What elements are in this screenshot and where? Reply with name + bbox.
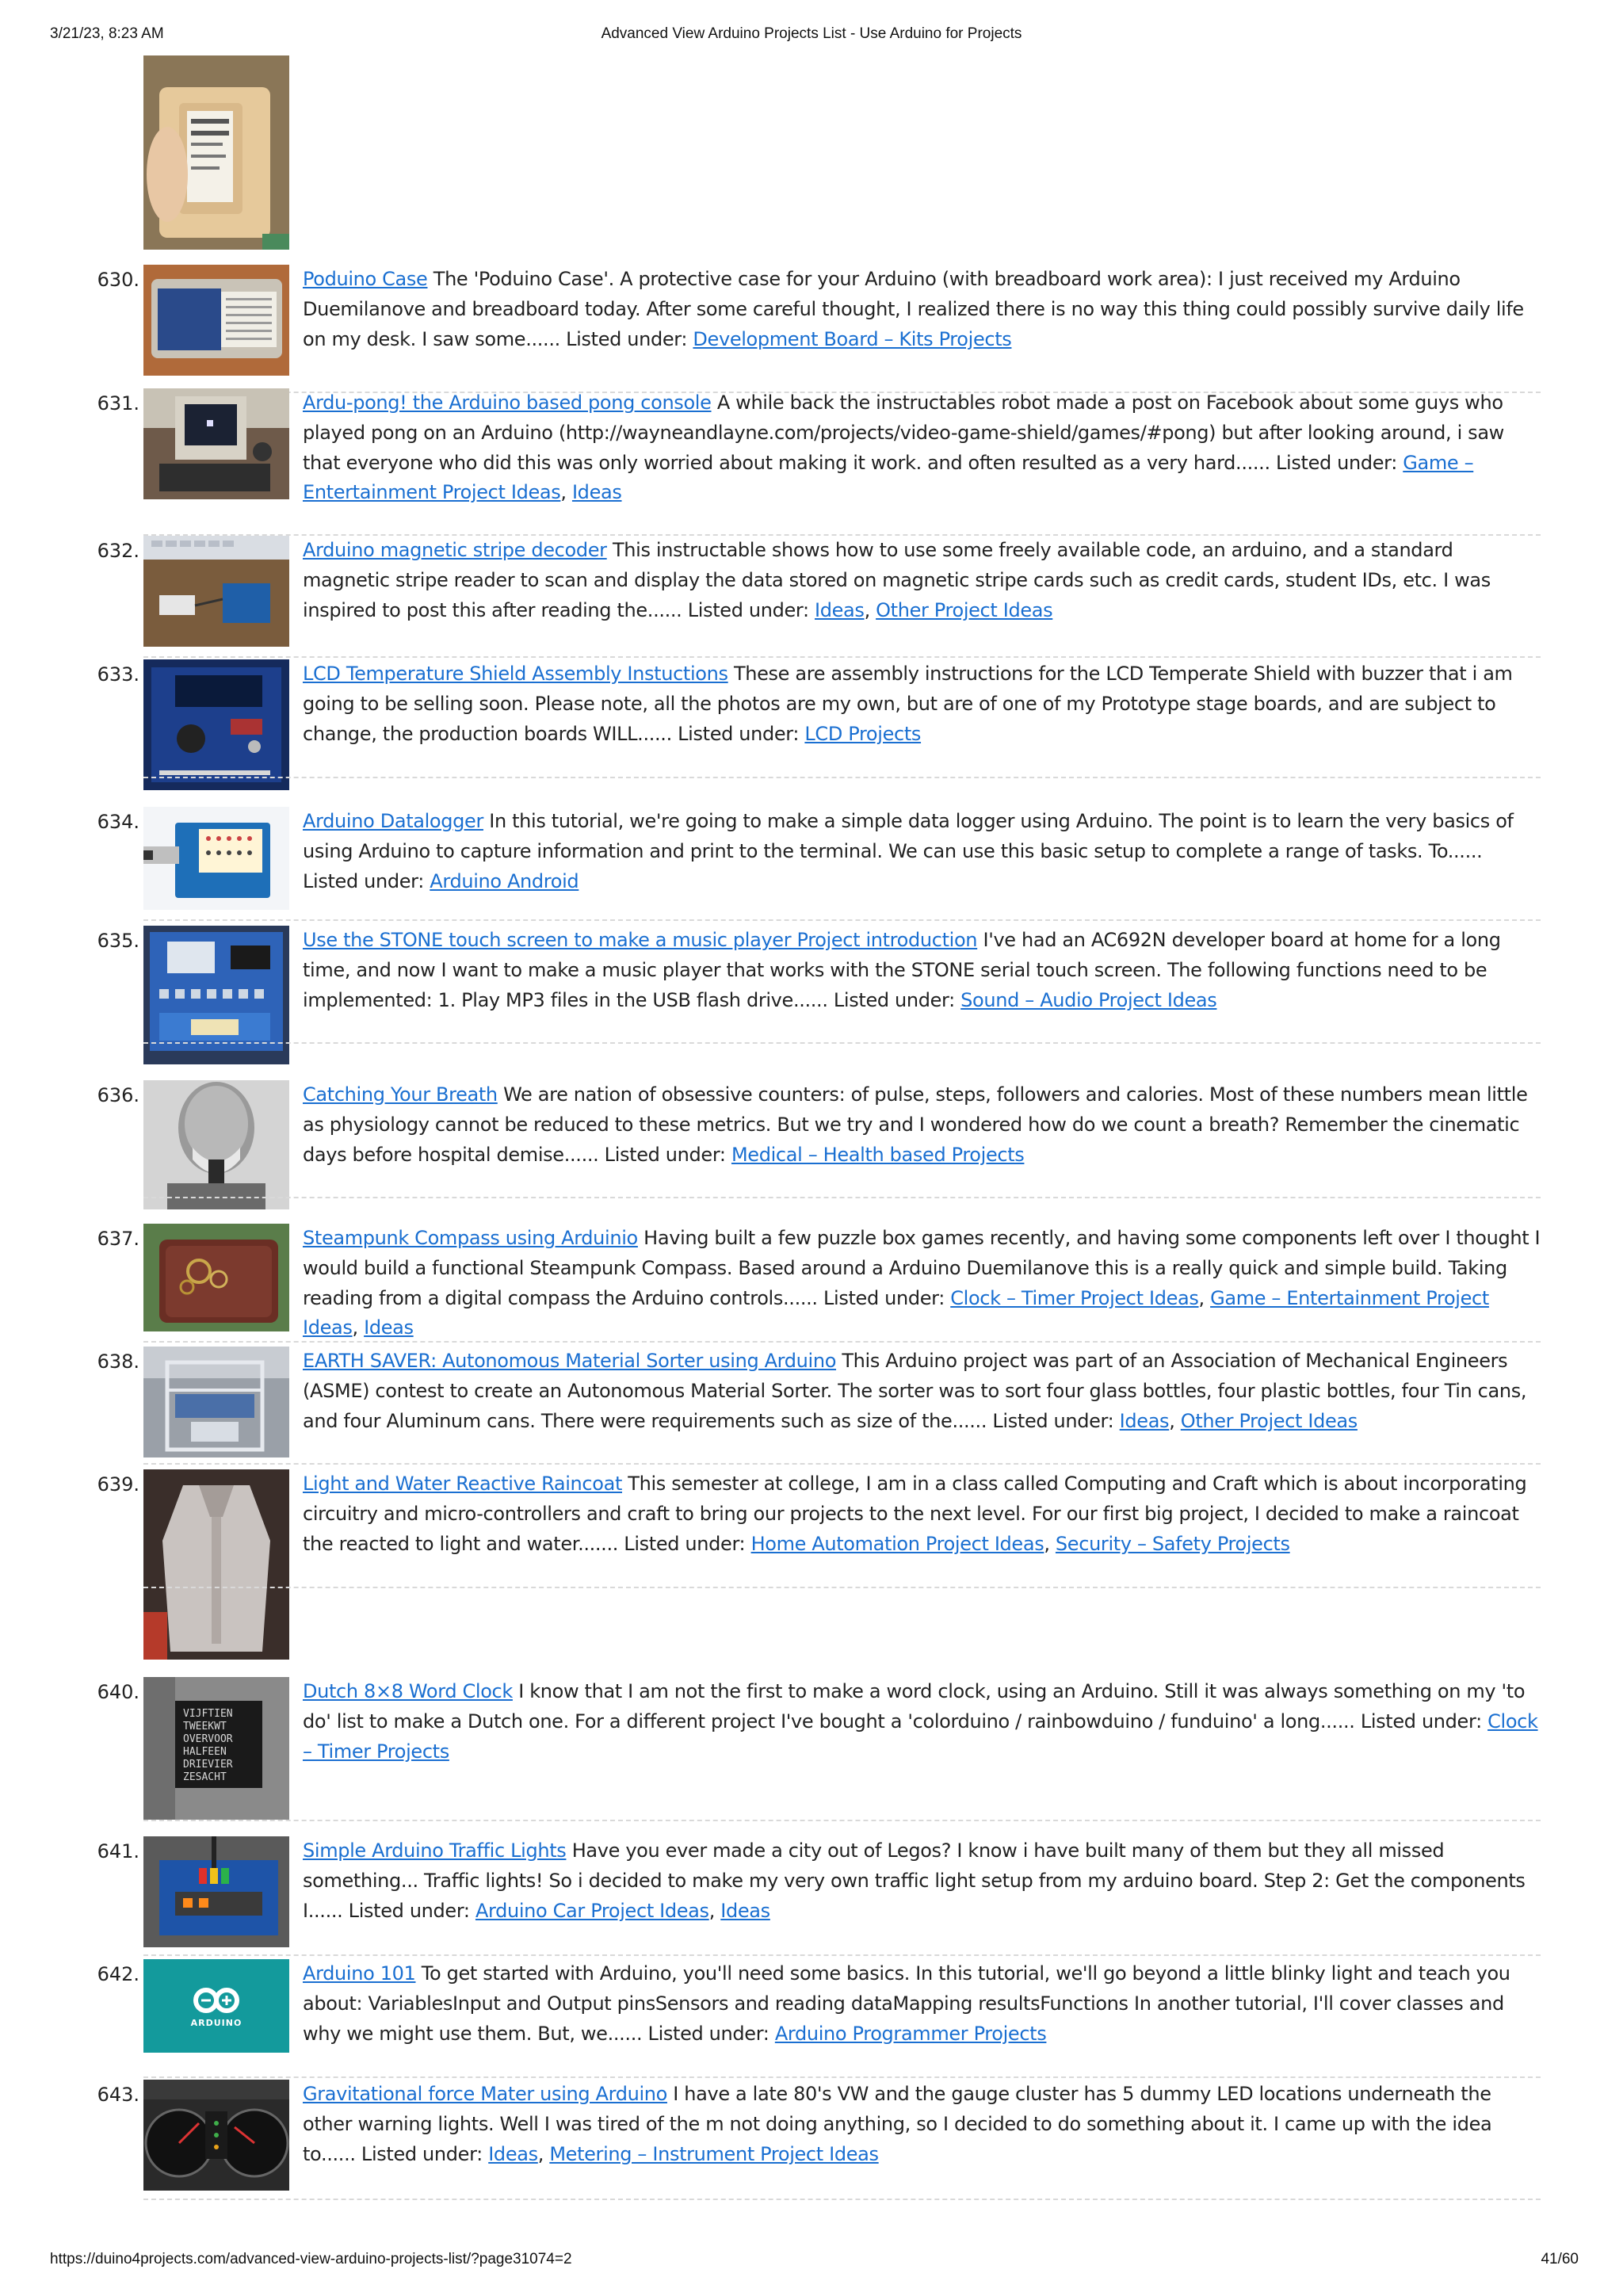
project-title-link[interactable]: Use the STONE touch screen to make a music player Project introduction <box>303 929 978 951</box>
project-description: I know that I am not the first to make a word clock, using an Arduino. Still it was always something on my 'to do' list to make a Dutch one. For a different project I've bought a 'colorduino / rainbowduino / funduino' a long...... Listed under: <box>303 1680 1526 1733</box>
project-description: Having built a few puzzle box games recently, and having some components left over I thought I would build a functional Steampunk Compass. Based around a Arduino Duemilanove this is a really quick and simple build. Taking reading from a digital compass the Arduino controls...... Listed under: <box>303 1227 1541 1309</box>
project-title-link[interactable]: Simple Arduino Traffic Lights <box>303 1839 567 1862</box>
divider <box>143 1197 1541 1198</box>
divider <box>143 1820 1541 1821</box>
divider <box>143 919 1541 921</box>
category-link[interactable]: LCD Projects <box>804 722 922 745</box>
category-link[interactable]: Clock – Timer Project Ideas <box>950 1286 1199 1309</box>
thumbnail-image[interactable] <box>143 1677 289 1820</box>
project-title-link[interactable]: Steampunk Compass using Arduinio <box>303 1227 638 1249</box>
print-datetime: 3/21/23, 8:23 AM <box>50 25 164 42</box>
print-footer <box>0 2251 1623 2275</box>
svg-text:TWEEKWT: TWEEKWT <box>183 1721 227 1733</box>
thumbnail-image[interactable] <box>143 659 289 790</box>
project-description: I've had an AC692N developer board at home for a long time, and now I want to make a music player that works with the STONE serial touch screen. The following functions need to be implemented: 1. Play MP3 files in the USB flash drive...... Listed under: <box>303 929 1501 1011</box>
project-description: This instructable shows how to use some freely available code, an arduino, and a standard magnetic stripe reader to scan and display the data stored on magnetic stripe cards such as credit cards, student IDs, etc. I was inspired to post this after reading the...... Listed under: <box>303 539 1491 621</box>
category-link[interactable]: Ideas <box>364 1316 414 1339</box>
project-description: We are nation of obsessive counters: of pulse, steps, followers and calories. Most of these numbers mean little as physiology cannot be reduced to these metrics. But we try and I wondered how do we count a breath? Remember the cinematic days before hospital demise...... Listed under: <box>303 1083 1528 1166</box>
thumbnail-image[interactable] <box>143 1080 289 1209</box>
category-link[interactable]: Home Automation Project Ideas <box>750 1532 1044 1555</box>
print-page-number: 41/60 <box>1541 2251 1579 2267</box>
project-title-link[interactable]: Arduino magnetic stripe decoder <box>303 539 607 561</box>
thumbnail-image[interactable] <box>143 807 289 910</box>
svg-text:DRIEVIER: DRIEVIER <box>183 1759 233 1771</box>
item-number: 639. <box>97 1473 139 1496</box>
project-title-link[interactable]: Arduino 101 <box>303 1962 416 1985</box>
thumbnail-image[interactable] <box>143 1469 289 1660</box>
category-link[interactable]: Clock – Timer Projects <box>303 1710 1538 1763</box>
project-description: This Arduino project was part of an Association of Mechanical Engineers (ASME) contest to create an Autonomous Material Sorter. The sorter was to sort four glass bottles, four plastic bottles, four Tin cans, and four Aluminum cans. There were requirements such as size of the...... Listed under: <box>303 1350 1527 1432</box>
divider <box>143 656 1541 658</box>
divider <box>143 1341 1541 1343</box>
category-link[interactable]: Ideas <box>571 481 622 504</box>
project-title-link[interactable]: Catching Your Breath <box>303 1083 498 1106</box>
project-title-link[interactable]: Arduino Datalogger <box>303 810 483 832</box>
category-link[interactable]: Other Project Ideas <box>1180 1409 1358 1432</box>
item-number: 633. <box>97 663 139 686</box>
thumbnail-image[interactable] <box>143 1959 289 2053</box>
category-link[interactable]: Arduino Programmer Projects <box>774 2022 1047 2045</box>
category-link[interactable]: Development Board – Kits Projects <box>693 327 1012 350</box>
category-link[interactable]: Ideas <box>815 598 865 621</box>
item-number: 634. <box>97 811 139 833</box>
divider <box>143 1042 1541 1044</box>
print-page-title: Advanced View Arduino Projects List - Use Arduino for Projects <box>601 25 1022 42</box>
thumbnail-image[interactable] <box>143 388 289 499</box>
category-link[interactable]: Ideas <box>488 2142 538 2165</box>
project-description: The 'Poduino Case'. A protective case for your Arduino (with breadboard work area): I just received my Arduino Duemilanove and breadboard today. After some careful thought, I realized there is no way this thing could possibly survive daily life on my desk. I saw some...... Listed under: <box>303 268 1524 350</box>
item-number: 635. <box>97 930 139 952</box>
category-link[interactable]: Game – Entertainment Project Ideas <box>303 451 1474 504</box>
category-link[interactable]: Other Project Ideas <box>876 598 1053 621</box>
category-link[interactable]: Metering – Instrument Project Ideas <box>549 2142 879 2165</box>
thumbnail-image[interactable] <box>143 2080 289 2191</box>
divider <box>143 2076 1541 2078</box>
arduino-logo-text: ARDUINO <box>190 2018 242 2028</box>
divider <box>143 777 1541 778</box>
thumbnail-image[interactable] <box>143 1347 289 1457</box>
category-link[interactable]: Medical – Health based Projects <box>731 1143 1025 1166</box>
item-number: 636. <box>97 1084 139 1106</box>
item-number: 630. <box>97 269 139 291</box>
project-description: This semester at college, I am in a class called Computing and Craft which is about incorporating circuitry and micro-controllers and craft to bring our projects to the next level. For our first big project, I decided to make a raincoat the reacted to light and water....... Listed under: <box>303 1473 1527 1555</box>
project-description: These are assembly instructions for the LCD Temperate Shield with buzzer that i am going to be selling soon. Please note, all the photos are my own, but are of one of my Prototype stage boards, and are subject to change, the production boards WILL...... Listed under: <box>303 663 1513 745</box>
project-title-link[interactable]: Dutch 8×8 Word Clock <box>303 1680 513 1702</box>
divider <box>143 1954 1541 1956</box>
project-title-link[interactable]: Gravitational force Mater using Arduino <box>303 2083 667 2105</box>
category-link[interactable]: Sound – Audio Project Ideas <box>960 988 1217 1011</box>
thumbnail-image[interactable] <box>143 265 289 376</box>
project-title-link[interactable]: Light and Water Reactive Raincoat <box>303 1473 623 1495</box>
print-url: https://duino4projects.com/advanced-view-arduino-projects-list/?page31074=2 <box>50 2251 572 2267</box>
svg-text:VIJFTIEN: VIJFTIEN <box>183 1708 233 1720</box>
category-link[interactable]: Ideas <box>720 1899 770 1922</box>
item-number: 638. <box>97 1350 139 1373</box>
project-title-link[interactable]: Poduino Case <box>303 268 428 290</box>
project-title-link[interactable]: Ardu-pong! the Arduino based pong console <box>303 392 712 414</box>
category-link[interactable]: Arduino Android <box>430 869 579 892</box>
item-number: 631. <box>97 392 139 415</box>
item-number: 643. <box>97 2084 139 2106</box>
thumbnail-image[interactable] <box>143 536 289 647</box>
thumbnail-image[interactable] <box>143 1836 289 1947</box>
project-description: A while back the instructables robot made a post on Facebook about some guys who played pong on an Arduino (http://wayneandlayne.com/projects/video-game-shield/games/#pong) but after looking around, i saw that everyone who did this was only worried about making it work. and often resulted as a very hard...... Listed under: <box>303 392 1504 474</box>
svg-text:OVERVOOR: OVERVOOR <box>183 1733 233 1745</box>
svg-text:HALFEEN: HALFEEN <box>183 1746 227 1758</box>
category-link[interactable]: Game – Entertainment Project Ideas <box>303 1286 1489 1339</box>
project-description: I have a late 80's VW and the gauge cluster has 5 dummy LED locations underneath the other warning lights. Well I was tired of the m not doing anything, so I decided to do something about it. I came up with the idea to...... Listed under: <box>303 2083 1492 2165</box>
svg-text:ZESACHT: ZESACHT <box>183 1771 227 1783</box>
project-description: Have you ever made a city out of Legos? I know i have built many of them but they all missed something... Traffic lights! So i decided to make my very own traffic light setup from my arduino board. Step 2: Get the components I...... Listed under: <box>303 1839 1526 1922</box>
item-number: 637. <box>97 1228 139 1250</box>
thumbnail-previous-entry <box>143 55 289 250</box>
project-description: To get started with Arduino, you'll need some basics. In this tutorial, we'll go beyond a little blinky light and teach you about: VariablesInput and Output pinsSensors and reading dataMapping resultsFunctions In another tutorial, I'll cover classes and why we might use them. But, we...... Listed under: <box>303 1962 1510 2045</box>
divider <box>143 1463 1541 1465</box>
item-number: 632. <box>97 540 139 562</box>
item-number: 642. <box>97 1963 139 1985</box>
divider <box>143 1587 1541 1588</box>
project-description: In this tutorial, we're going to make a simple data logger using Arduino. The point is to learn the very basics of using Arduino to capture information and print to the terminal. We can use this basic setup to complete a range of tasks. To...... Listed under: <box>303 810 1514 892</box>
category-link[interactable]: Arduino Car Project Ideas <box>475 1899 709 1922</box>
item-number: 641. <box>97 1840 139 1862</box>
thumbnail-image[interactable] <box>143 1224 289 1331</box>
category-link[interactable]: Security – Safety Projects <box>1055 1532 1290 1555</box>
category-link[interactable]: Ideas <box>1119 1409 1170 1432</box>
item-number: 640. <box>97 1681 139 1703</box>
project-title-link[interactable]: EARTH SAVER: Autonomous Material Sorter using Arduino <box>303 1350 837 1372</box>
project-title-link[interactable]: LCD Temperature Shield Assembly Instuctions <box>303 663 728 685</box>
print-header <box>0 25 1623 49</box>
divider <box>143 2199 1541 2200</box>
